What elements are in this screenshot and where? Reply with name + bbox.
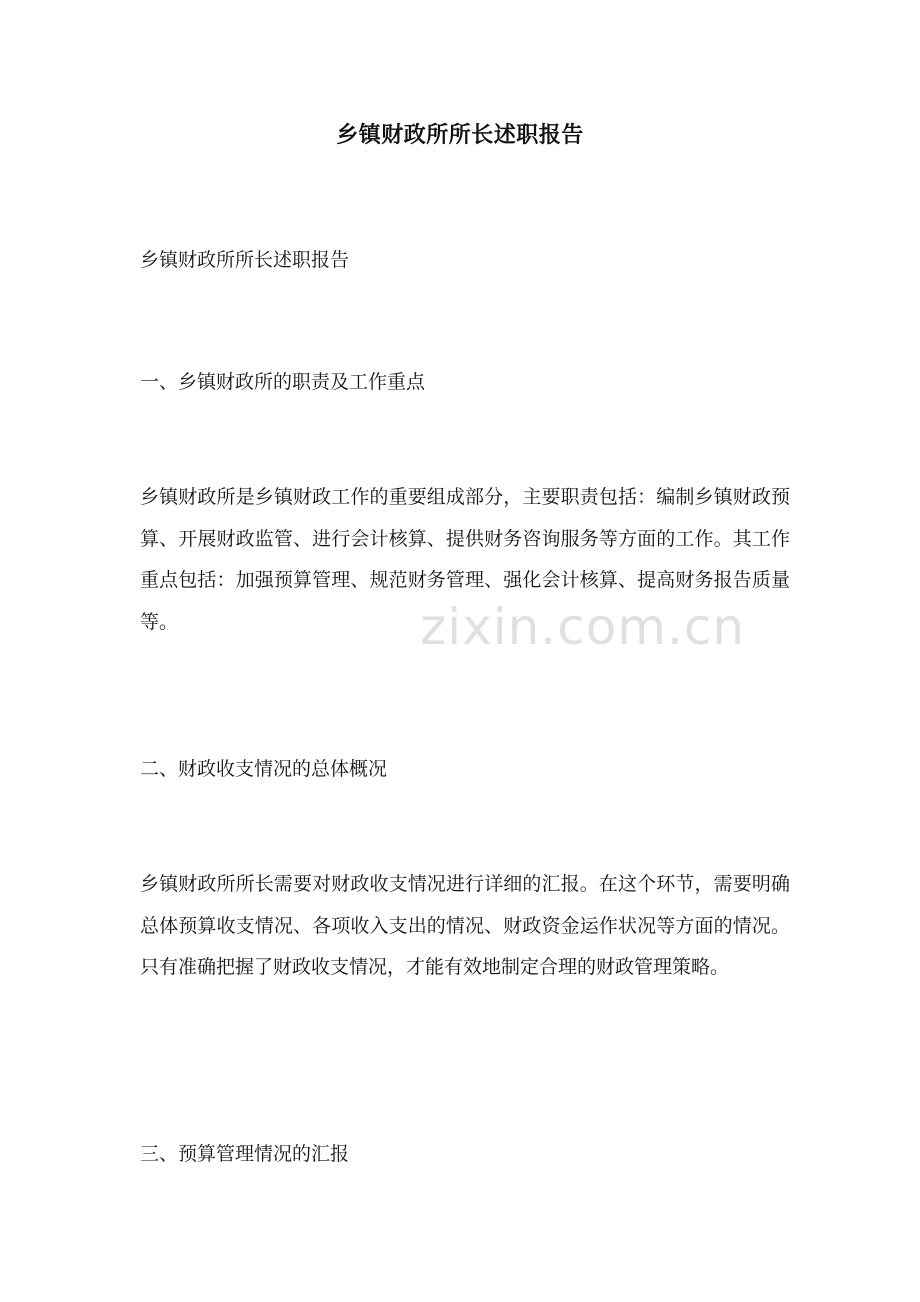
section-body-1: 乡镇财政所是乡镇财政工作的重要组成部分，主要职责包括：编制乡镇财政预算、开展财政监管、进行会计核算、提供财务咨询服务等方面的工作。其工作重点包括：加强预算管理、规范财务管理、强化会计核算、提高财务报告质量等。 <box>140 486 790 633</box>
section-body-2: 乡镇财政所所长需要对财政收支情况进行详细的汇报。在这个环节，需要明确总体预算收支情况、各项收入支出的情况、财政资金运作状况等方面的情况。只有准确把握了财政收支情况，才能有效地制定合理的财政管理策略。 <box>140 873 790 978</box>
section-heading-2: 二、财政收支情况的总体概况 <box>140 758 388 780</box>
watermark-text: zixin.com.cn <box>420 598 746 656</box>
section-heading-1: 一、乡镇财政所的职责及工作重点 <box>140 371 426 393</box>
document-subtitle: 乡镇财政所所长述职报告 <box>140 249 350 271</box>
section-heading-3: 三、预算管理情况的汇报 <box>140 1143 350 1165</box>
document-title: 乡镇财政所所长述职报告 <box>336 122 584 148</box>
